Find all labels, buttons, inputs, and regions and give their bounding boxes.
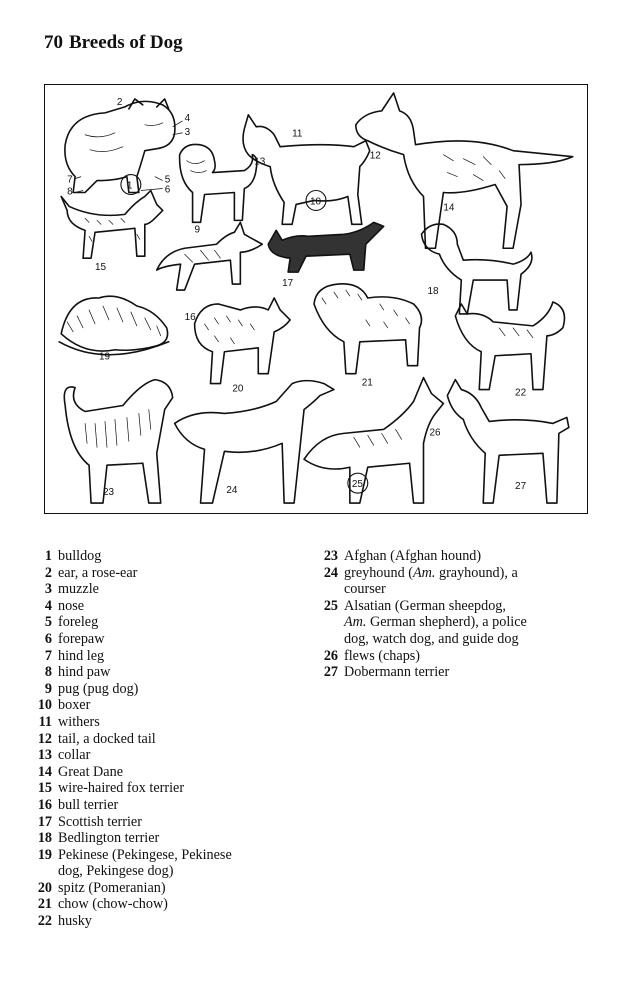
legend-number: 19 [37, 846, 52, 863]
legend-item [28, 731, 298, 748]
legend-text: Dobermann terrier [344, 664, 450, 681]
callout-7: 7 [67, 174, 73, 186]
pekinese-drawing [59, 296, 168, 355]
legend-number: 4 [44, 597, 52, 614]
legend-item [28, 614, 298, 631]
dobermann-drawing [447, 380, 568, 503]
callout-19: 19 [99, 351, 111, 363]
legend-number: 10 [37, 697, 52, 714]
legend-text-line: Alsatian (German sheepdog, [344, 597, 506, 614]
legend-text: chow (chow-chow) [58, 896, 168, 913]
legend-number: 5 [44, 614, 52, 631]
callout-9: 9 [194, 224, 201, 236]
legend-item [28, 681, 298, 698]
legend-item [28, 697, 298, 714]
legend-item [28, 764, 298, 781]
legend-number: 1 [44, 548, 52, 564]
legend-number: 8 [44, 664, 52, 681]
legend-text-part: greyhound ( [344, 564, 413, 581]
legend-text [344, 598, 614, 648]
legend-number: 23 [323, 548, 338, 564]
legend-text-part: grayhound), a [435, 564, 518, 581]
legend-item [28, 747, 298, 764]
legend-text-line: dog, Pekingese dog) [58, 863, 174, 880]
legend-text-line: dog, watch dog, and guide dog [344, 630, 519, 647]
legend-text: flews (chaps) [344, 647, 421, 664]
legend-number: 17 [37, 813, 52, 830]
callout-1: 1 [126, 180, 133, 192]
legend-text: Afghan (Afghan hound) [344, 548, 482, 564]
legend-item [28, 631, 298, 648]
legend-text-line: courser [344, 581, 386, 598]
greyhound-drawing [175, 381, 334, 503]
legend-right-column [314, 548, 614, 681]
legend-text: muzzle [58, 581, 99, 598]
legend-number: 7 [44, 647, 52, 664]
callout-16: 16 [184, 311, 196, 323]
page-number: 70 [44, 32, 63, 53]
callout-8: 8 [67, 186, 73, 198]
boxer-drawing [243, 115, 370, 224]
legend-left-column [28, 548, 298, 930]
page-heading: Breeds of Dog [69, 32, 183, 53]
legend-text: boxer [58, 697, 91, 714]
legend-text [58, 847, 298, 880]
legend-number: 3 [44, 581, 52, 598]
callout-21: 21 [361, 377, 373, 389]
legend-text: bulldog [58, 548, 102, 564]
legend-text: hind leg [58, 647, 105, 664]
callout-18: 18 [427, 286, 439, 298]
legend-number: 27 [323, 664, 338, 681]
legend-item [28, 847, 298, 880]
legend-text: husky [58, 913, 92, 930]
legend-number: 25 [323, 597, 338, 614]
callout-22: 22 [515, 387, 527, 399]
legend-text: foreleg [58, 614, 99, 631]
dog-drawings [45, 85, 587, 513]
legend-text [344, 565, 614, 598]
callout-12: 12 [369, 150, 381, 162]
legend-item [28, 581, 298, 598]
legend-item [28, 548, 298, 565]
chow-drawing [314, 284, 421, 374]
legend-number: 26 [323, 647, 338, 664]
callout-10: 10 [310, 196, 322, 208]
legend-item [28, 598, 298, 615]
legend-text-italic: Am. [412, 564, 436, 581]
legend-number: 13 [37, 747, 52, 764]
legend-item [314, 648, 614, 665]
legend-text: wire-haired fox terrier [58, 780, 185, 797]
legend-number: 21 [37, 896, 52, 913]
callout-4: 4 [184, 112, 191, 124]
legend-text-line [344, 565, 614, 582]
legend-item [28, 648, 298, 665]
legend-text: Bedlington terrier [58, 830, 160, 847]
legend-number: 14 [37, 763, 52, 780]
legend-item [28, 896, 298, 913]
legend-item [28, 565, 298, 582]
spitz-drawing [195, 298, 291, 384]
legend-number: 6 [44, 630, 52, 647]
pug-drawing [180, 144, 257, 222]
legend-text: tail, a docked tail [58, 730, 156, 747]
legend-text: hind paw [58, 664, 111, 681]
legend-item [28, 880, 298, 897]
legend-text: spitz (Pomeranian) [58, 879, 166, 896]
callout-11: 11 [292, 128, 303, 140]
legend-text: nose [58, 597, 85, 614]
legend-number: 2 [44, 564, 52, 581]
legend-text: withers [58, 713, 100, 730]
callout-20: 20 [232, 383, 244, 395]
breeds-illustration [44, 84, 588, 514]
legend-text-line: Pekinese (Pekingese, Pekinese [58, 846, 232, 863]
legend-item [28, 797, 298, 814]
afghan-drawing [64, 380, 172, 503]
callout-27: 27 [515, 481, 527, 493]
legend-item [314, 664, 614, 681]
husky-drawing [455, 302, 564, 390]
legend-item [28, 714, 298, 731]
callout-17: 17 [282, 278, 294, 290]
legend-item [314, 548, 614, 565]
legend-text: forepaw [58, 630, 105, 647]
page-title [44, 32, 183, 54]
fox-terrier-drawing [61, 191, 163, 259]
legend-text-part: German shepherd), a police [366, 614, 527, 631]
legend-number: 12 [37, 730, 52, 747]
legend-number: 15 [37, 780, 52, 797]
legend-number: 11 [38, 713, 52, 730]
legend-item [28, 913, 298, 930]
legend-number: 16 [37, 796, 52, 813]
callout-5: 5 [164, 174, 171, 186]
callout-6: 6 [164, 184, 171, 196]
legend-number: 18 [37, 830, 52, 847]
callout-14: 14 [443, 202, 455, 214]
legend-item [28, 780, 298, 797]
legend-text: ear, a rose-ear [58, 564, 138, 581]
callout-13: 13 [254, 156, 266, 168]
scottish-terrier-drawing [268, 222, 383, 272]
callout-25: 25 [351, 479, 363, 491]
callout-2: 2 [116, 96, 123, 108]
legend-text: Great Dane [58, 763, 123, 780]
legend-number: 20 [37, 879, 52, 896]
callout-26: 26 [429, 427, 441, 439]
legend-text: collar [58, 747, 91, 764]
legend-text: pug (pug dog) [58, 680, 139, 697]
legend-number: 24 [323, 564, 338, 581]
legend-text: Scottish terrier [58, 813, 142, 830]
great-dane-drawing [356, 93, 573, 248]
legend-item [28, 664, 298, 681]
callout-24: 24 [226, 485, 238, 497]
legend-text-line [344, 614, 614, 631]
legend-text-italic: Am. [344, 614, 367, 631]
legend-item [28, 814, 298, 831]
legend-number: 22 [37, 913, 52, 930]
legend-item [314, 565, 614, 598]
legend-text: bull terrier [58, 796, 119, 813]
callout-23: 23 [102, 487, 115, 499]
legend-item [28, 830, 298, 847]
callout-3: 3 [184, 126, 191, 138]
bull-terrier-drawing [157, 222, 263, 290]
alsatian-drawing [304, 378, 443, 503]
legend-item [314, 598, 614, 648]
callout-15: 15 [95, 262, 107, 274]
legend-number: 9 [44, 680, 52, 697]
